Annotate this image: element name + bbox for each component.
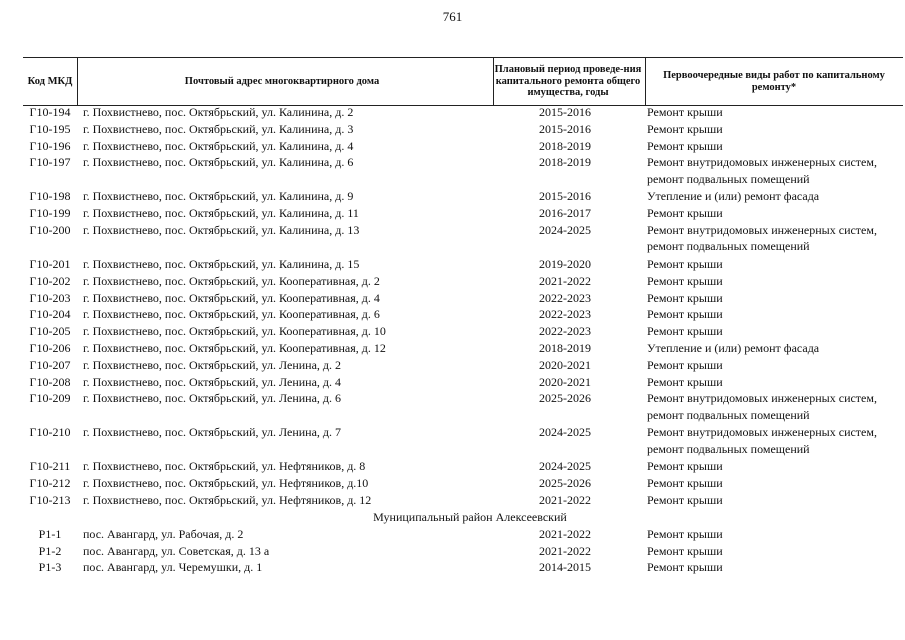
address-cell: г. Похвистнево, пос. Октябрьский, ул. Нефтяников, д. 12 — [83, 492, 372, 507]
period-cell: 2020-2021 — [539, 374, 591, 389]
code-cell: Г10-201 — [29, 256, 71, 271]
works-cell: Ремонт крыши — [647, 357, 723, 372]
works-cell: Ремонт крыши — [647, 290, 723, 305]
period-cell: 2021-2022 — [539, 492, 591, 507]
table-row — [0, 290, 905, 307]
period-cell: 2016-2017 — [539, 206, 591, 221]
address-cell: г. Похвистнево, пос. Октябрьский, ул. Калинина, д. 6 — [83, 155, 354, 170]
period-cell: 2019-2020 — [539, 256, 591, 271]
period-cell: 2024-2025 — [539, 459, 591, 474]
works-cell: Ремонт крыши — [647, 526, 723, 541]
works-cell: Ремонт крыши — [647, 121, 723, 136]
address-cell: г. Похвистнево, пос. Октябрьский, ул. Ленина, д. 4 — [83, 374, 342, 389]
works-cell: Ремонт крыши — [647, 459, 723, 474]
code-cell: Р1-2 — [38, 543, 62, 558]
table-row — [0, 374, 905, 391]
works-cell: Утепление и (или) ремонт фасада — [647, 189, 820, 204]
period-cell: 2014-2015 — [539, 560, 591, 575]
code-cell: Р1-3 — [38, 560, 62, 575]
table-row — [0, 121, 905, 138]
address-cell: г. Похвистнево, пос. Октябрьский, ул. Калинина, д. 4 — [83, 138, 354, 153]
works-cell: Ремонт крыши — [647, 206, 723, 221]
table-row — [0, 458, 905, 475]
works-cell: Ремонт внутридомовых инженерных систем, ремонт подвальных помещений — [647, 222, 877, 254]
table-row — [0, 475, 905, 492]
code-cell: Г10-205 — [29, 324, 71, 339]
works-cell: Ремонт внутридомовых инженерных систем, ремонт подвальных помещений — [647, 391, 877, 422]
table-row — [0, 222, 905, 256]
period-cell: 2024-2025 — [539, 222, 591, 237]
header-address: Почтовый адрес многоквартирного дома — [184, 75, 380, 87]
period-cell: 2022-2023 — [539, 307, 591, 322]
code-cell: Г10-198 — [29, 189, 71, 204]
header-period: Плановый период проведе-ния капитального ремонта общего имущества, годы — [494, 64, 642, 99]
address-cell: г. Похвистнево, пос. Октябрьский, ул. Кооперативная, д. 4 — [83, 290, 380, 305]
period-cell: 2018-2019 — [539, 340, 591, 355]
code-cell: Г10-194 — [29, 105, 71, 119]
period-cell: 2022-2023 — [539, 324, 591, 339]
header-code: Код МКД — [27, 75, 73, 87]
code-cell: Г10-203 — [29, 290, 71, 305]
address-cell: г. Похвистнево, пос. Октябрьский, ул. Ленина, д. 7 — [83, 425, 342, 440]
address-cell: г. Похвистнево, пос. Октябрьский, ул. Калинина, д. 2 — [83, 105, 354, 119]
code-cell: Г10-199 — [29, 206, 71, 221]
table-row — [0, 424, 905, 458]
table-row — [0, 357, 905, 374]
code-cell: Г10-207 — [29, 357, 71, 372]
address-cell: пос. Авангард, ул. Черемушки, д. 1 — [83, 560, 263, 575]
works-cell: Ремонт внутридомовых инженерных систем, ремонт подвальных помещений — [647, 155, 877, 186]
table-row — [0, 138, 905, 155]
works-cell: Ремонт крыши — [647, 543, 723, 558]
period-cell: 2025-2026 — [539, 391, 591, 406]
code-cell: Г10-204 — [29, 307, 71, 322]
address-cell: г. Похвистнево, пос. Октябрьский, ул. Кооперативная, д. 6 — [83, 307, 380, 322]
table-row — [0, 323, 905, 340]
address-cell: г. Похвистнево, пос. Октябрьский, ул. Ленина, д. 2 — [83, 357, 342, 372]
code-cell: Г10-195 — [29, 121, 71, 136]
address-cell: г. Похвистнево, пос. Октябрьский, ул. Кооперативная, д. 2 — [83, 273, 380, 288]
table-row — [0, 526, 905, 543]
address-cell: г. Похвистнево, пос. Октябрьский, ул. Калинина, д. 15 — [83, 256, 360, 271]
works-cell: Утепление и (или) ремонт фасада — [647, 340, 820, 355]
address-cell: г. Похвистнево, пос. Октябрьский, ул. Калинина, д. 11 — [83, 206, 359, 221]
period-cell: 2015-2016 — [539, 121, 591, 136]
code-cell: Г10-197 — [29, 155, 71, 170]
code-cell: Р1-1 — [38, 526, 62, 541]
table-row — [0, 543, 905, 560]
address-cell: пос. Авангард, ул. Советская, д. 13 а — [83, 543, 270, 558]
period-cell: 2025-2026 — [539, 476, 591, 491]
code-cell: Г10-202 — [29, 273, 71, 288]
table-row — [0, 390, 905, 424]
table-row — [0, 154, 905, 188]
works-cell: Ремонт крыши — [647, 492, 723, 507]
period-cell: 2024-2025 — [539, 425, 591, 440]
table-row — [0, 559, 905, 576]
works-cell: Ремонт внутридомовых инженерных систем, ремонт подвальных помещений — [647, 425, 877, 456]
table-row — [0, 256, 905, 273]
table-row — [0, 340, 905, 357]
period-cell: 2018-2019 — [539, 155, 591, 170]
table-row — [0, 492, 905, 509]
address-cell: г. Похвистнево, пос. Октябрьский, ул. Кооперативная, д. 12 — [83, 340, 386, 355]
address-cell: пос. Авангард, ул. Рабочая, д. 2 — [83, 526, 244, 541]
period-cell: 2015-2016 — [539, 105, 591, 119]
period-cell: 2021-2022 — [539, 273, 591, 288]
table-row — [0, 104, 905, 121]
period-cell: 2021-2022 — [539, 543, 591, 558]
code-cell: Г10-212 — [29, 476, 71, 491]
code-cell: Г10-196 — [29, 138, 71, 153]
address-cell: г. Похвистнево, пос. Октябрьский, ул. Ленина, д. 6 — [83, 391, 342, 406]
address-cell: г. Похвистнево, пос. Октябрьский, ул. Калинина, д. 13 — [83, 222, 360, 237]
code-cell: Г10-206 — [29, 340, 71, 355]
works-cell: Ремонт крыши — [647, 307, 723, 322]
code-cell: Г10-211 — [29, 459, 71, 474]
works-cell: Ремонт крыши — [647, 560, 723, 575]
page-number: 761 — [442, 9, 463, 24]
address-cell: г. Похвистнево, пос. Октябрьский, ул. Калинина, д. 3 — [83, 121, 354, 136]
table-body — [0, 104, 905, 576]
header-works: Первоочередные виды работ по капитальному ремонту* — [663, 70, 885, 93]
code-cell: Г10-208 — [29, 374, 71, 389]
code-cell: Г10-210 — [29, 425, 71, 440]
works-cell: Ремонт крыши — [647, 105, 723, 119]
table-row — [0, 273, 905, 290]
code-cell: Г10-200 — [29, 222, 71, 237]
section-row — [0, 509, 905, 526]
table-header — [23, 57, 903, 106]
works-cell: Ремонт крыши — [647, 374, 723, 389]
table-row — [0, 205, 905, 222]
address-cell: г. Похвистнево, пос. Октябрьский, ул. Калинина, д. 9 — [83, 189, 354, 204]
period-cell: 2015-2016 — [539, 189, 591, 204]
period-cell: 2021-2022 — [539, 526, 591, 541]
period-cell: 2020-2021 — [539, 357, 591, 372]
address-cell: г. Похвистнево, пос. Октябрьский, ул. Нефтяников, д.10 — [83, 476, 369, 491]
works-cell: Ремонт крыши — [647, 138, 723, 153]
section-title: Муниципальный район Алексеевский — [373, 509, 567, 524]
works-cell: Ремонт крыши — [647, 476, 723, 491]
table-row — [0, 188, 905, 205]
code-cell: Г10-213 — [29, 492, 71, 507]
address-cell: г. Похвистнево, пос. Октябрьский, ул. Кооперативная, д. 10 — [83, 324, 386, 339]
period-cell: 2018-2019 — [539, 138, 591, 153]
works-cell: Ремонт крыши — [647, 273, 723, 288]
address-cell: г. Похвистнево, пос. Октябрьский, ул. Нефтяников, д. 8 — [83, 459, 366, 474]
code-cell: Г10-209 — [29, 391, 71, 406]
period-cell: 2022-2023 — [539, 290, 591, 305]
works-cell: Ремонт крыши — [647, 256, 723, 271]
works-cell: Ремонт крыши — [647, 324, 723, 339]
table-row — [0, 306, 905, 323]
